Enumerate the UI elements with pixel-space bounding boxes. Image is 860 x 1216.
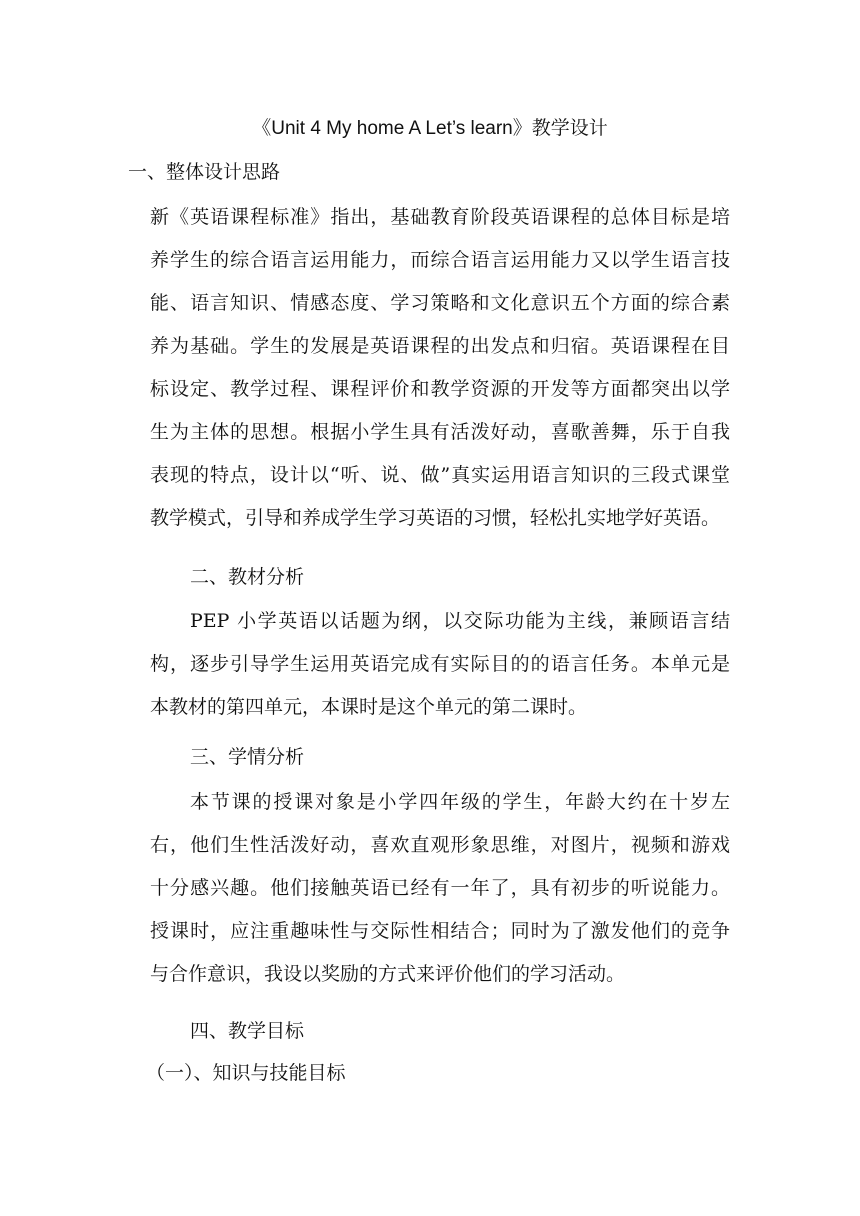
section-heading-student-analysis: 三、学情分析 [190, 746, 305, 768]
subsection-heading-knowledge-skills: （一）、知识与技能目标 [146, 1062, 346, 1084]
paragraph-line: 标设定、教学过程、课程评价和教学资源的开发等方面都突出以学 [150, 378, 730, 400]
paragraph-material-analysis [150, 600, 730, 729]
paragraph-line: 本教材的第四单元，本课时是这个单元的第二课时。 [150, 696, 588, 718]
paragraph-line: 右，他们生性活泼好动，喜欢直观形象思维，对图片，视频和游戏 [150, 834, 730, 856]
section-heading-teaching-objectives: 四、教学目标 [190, 1020, 305, 1042]
paragraph-line: 教学模式，引导和养成学生学习英语的习惯，轻松扎实地学好英语。 [150, 507, 721, 529]
paragraph-line: PEP 小学英语以话题为纲，以交际功能为主线，兼顾语言结 [190, 610, 730, 632]
paragraph-line: 本节课的授课对象是小学四年级的学生，年龄大约在十岁左 [190, 791, 730, 813]
paragraph-line: 新《英语课程标准》指出，基础教育阶段英语课程的总体目标是培 [150, 206, 730, 228]
paragraph-line: 授课时，应注重趣味性与交际性相结合；同时为了激发他们的竞争 [150, 920, 730, 942]
paragraph-line: 十分感兴趣。他们接触英语已经有一年了，具有初步的听说能力。 [150, 877, 730, 899]
section-heading-material-analysis: 二、教材分析 [190, 566, 305, 588]
paragraph-design-approach [150, 196, 730, 540]
paragraph-line: 构，逐步引导学生运用英语完成有实际目的的语言任务。本单元是 [150, 653, 730, 675]
paragraph-student-analysis [150, 781, 730, 996]
paragraph-line: 表现的特点，设计以“听、说、做”真实运用语言知识的三段式课堂 [150, 464, 730, 486]
paragraph-line: 与合作意识，我设以奖励的方式来评价他们的学习活动。 [150, 963, 626, 985]
document-title: 《Unit 4 My home A Let’s learn》教学设计 [252, 118, 608, 139]
paragraph-line: 养学生的综合语言运用能力，而综合语言运用能力又以学生语言技 [150, 249, 730, 271]
paragraph-line: 养为基础。学生的发展是英语课程的出发点和归宿。英语课程在目 [150, 335, 730, 357]
paragraph-line: 生为主体的思想。根据小学生具有活泼好动，喜歌善舞，乐于自我 [150, 421, 730, 443]
paragraph-line: 能、语言知识、情感态度、学习策略和文化意识五个方面的综合素 [150, 292, 730, 314]
section-heading-design-approach: 一、整体设计思路 [128, 161, 281, 183]
